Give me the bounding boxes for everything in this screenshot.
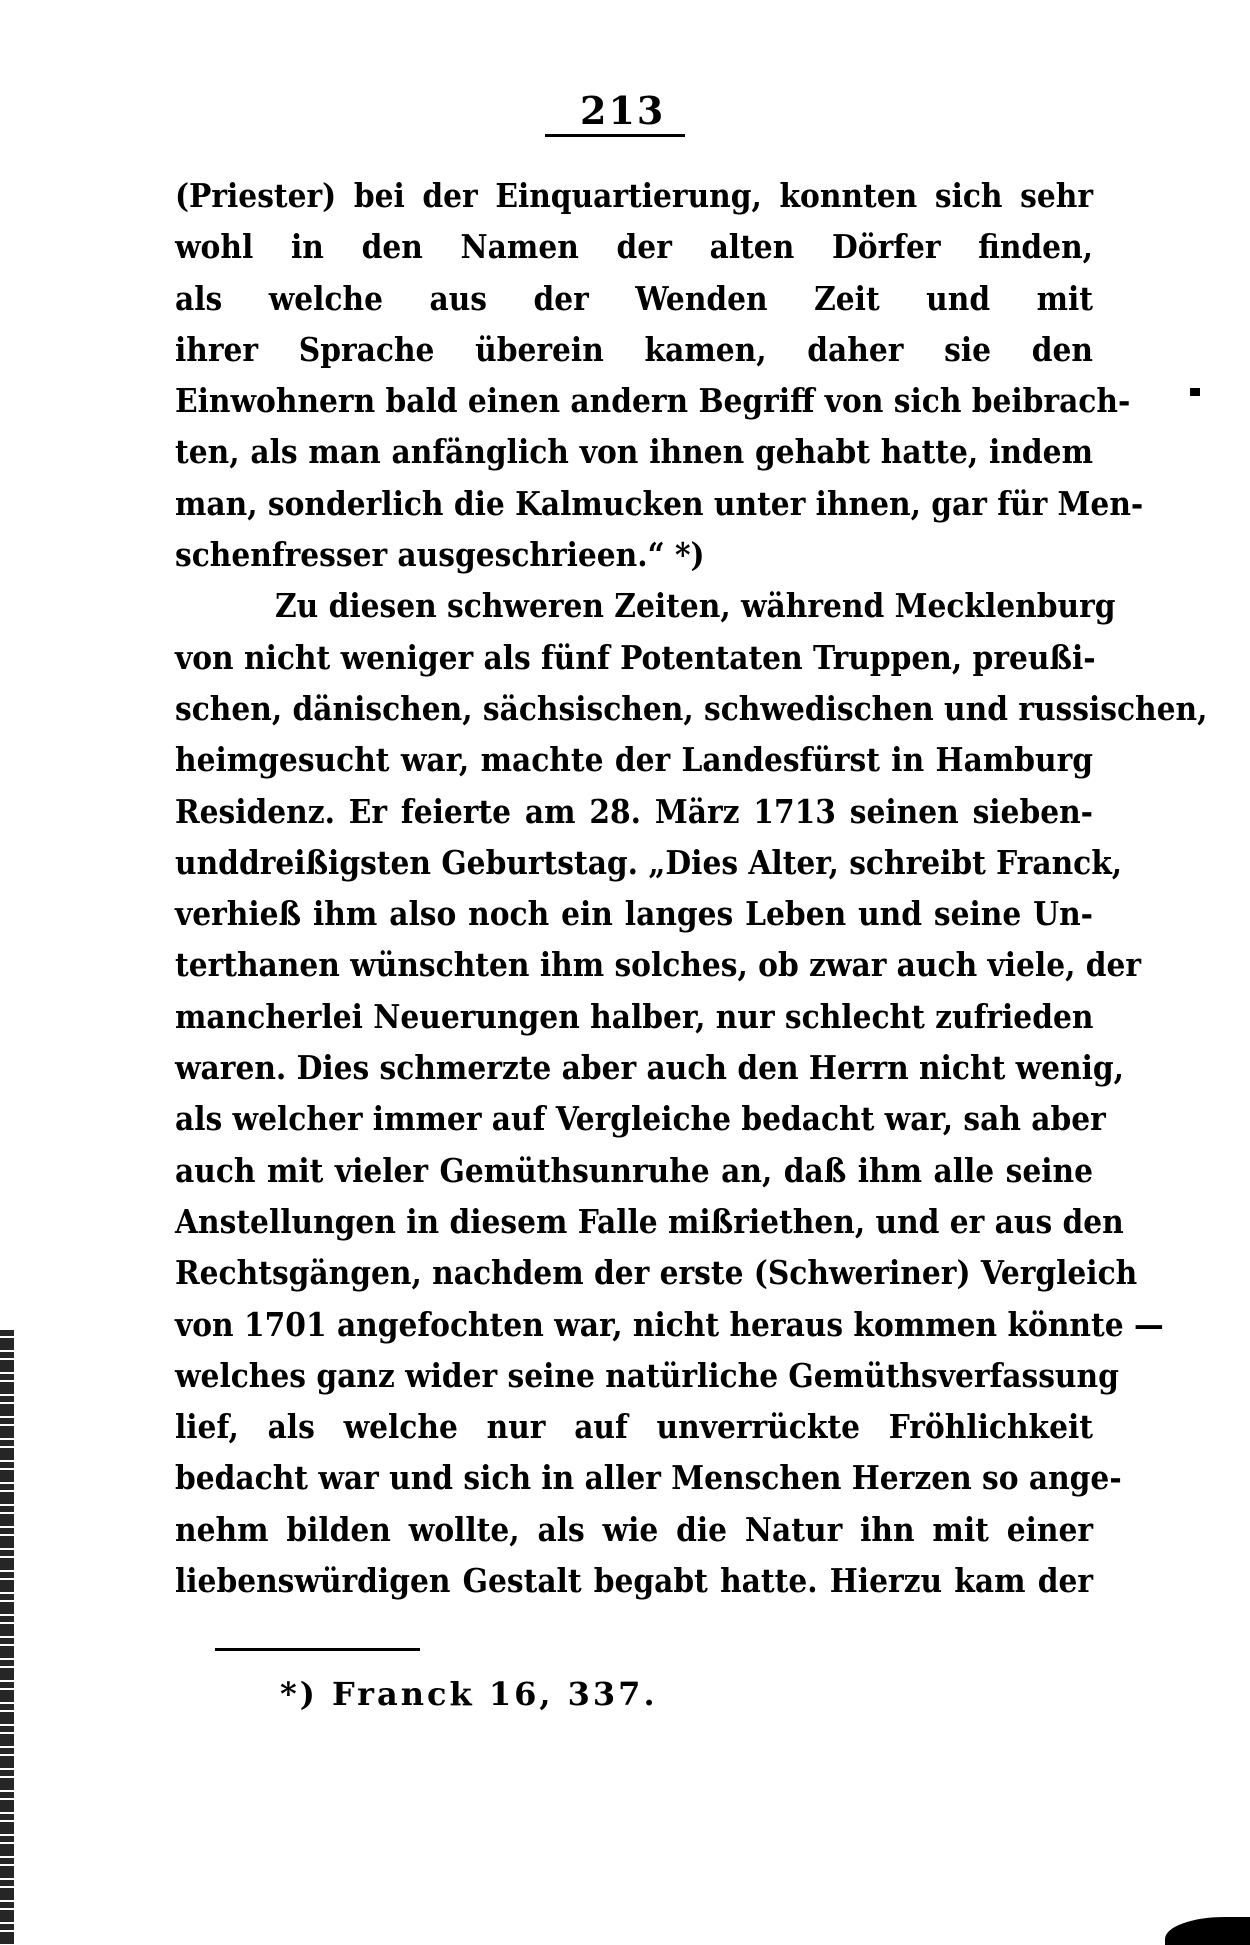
text-line: wohl in den Namen der alten Dörfer finden, xyxy=(175,227,1093,267)
text-line: von 1701 angefochten war, nicht heraus kommen könnte — xyxy=(175,1304,1164,1344)
text-line: man, sonderlich die Kalmucken unter ihnen, gar für Men- xyxy=(175,483,1144,523)
text-line: waren. Dies schmerzte aber auch den Herrn nicht wenig, xyxy=(175,1048,1125,1088)
text-line: (Priester) bei der Einquartierung, konnten sich sehr xyxy=(175,176,1093,215)
text-line: nehm bilden wollte, als wie die Natur ihn mit einer xyxy=(175,1509,1093,1549)
text-line: liebenswürdigen Gestalt begabt hatte. Hierzu kam der xyxy=(175,1561,1093,1601)
body-text xyxy=(175,170,1208,1606)
text-line: Rechtsgängen, nachdem der erste (Schweriner) Vergleich xyxy=(175,1253,1138,1293)
text-line: von nicht weniger als fünf Potentaten Truppen, preußi- xyxy=(175,637,1096,677)
text-line: als welcher immer auf Vergleiche bedacht war, sah aber xyxy=(175,1099,1106,1139)
paragraph-start-line: Zu diesen schweren Zeiten, während Mecklenburg xyxy=(275,586,1116,626)
text-line: ihrer Sprache überein kamen, daher sie den xyxy=(175,329,1093,369)
page-number: 213 xyxy=(580,88,666,133)
text-line: ten, als man anfänglich von ihnen gehabt hatte, indem xyxy=(175,432,1093,472)
text-line: schenfresser ausgeschrieen.“ *) xyxy=(175,535,705,575)
footnote-rule xyxy=(215,1648,420,1651)
text-line: Residenz. Er feierte am 28. März 1713 seinen sieben- xyxy=(175,791,1093,831)
header-rule xyxy=(545,134,685,137)
text-line: mancherlei Neuerungen halber, nur schlecht zufrieden xyxy=(175,996,1094,1036)
text-line: welches ganz wider seine natürliche Gemüthsverfassung xyxy=(175,1355,1119,1395)
text-line: auch mit vieler Gemüthsunruhe an, daß ihm alle seine xyxy=(175,1150,1093,1190)
text-line: Anstellungen in diesem Falle mißriethen, und er aus den xyxy=(175,1201,1124,1241)
text-line: terthanen wünschten ihm solches, ob zwar auch viele, der xyxy=(175,945,1142,985)
scan-edge-artifact xyxy=(0,1330,14,1945)
stray-ink-mark xyxy=(1190,388,1200,396)
scan-corner-artifact xyxy=(1165,1917,1250,1945)
text-line: heimgesucht war, machte der Landesfürst in Hamburg xyxy=(175,740,1093,780)
text-line: als welche aus der Wenden Zeit und mit xyxy=(175,278,1093,318)
text-line: verhieß ihm also noch ein langes Leben und seine Un- xyxy=(175,894,1093,934)
text-line: bedacht war und sich in aller Menschen Herzen so ange- xyxy=(175,1458,1122,1498)
text-line: unddreißigsten Geburtstag. „Dies Alter, schreibt Franck, xyxy=(175,842,1123,882)
footnote: *) Franck 16, 337. xyxy=(280,1675,658,1713)
text-line: schen, dänischen, sächsischen, schwedischen und russischen, xyxy=(175,688,1208,728)
text-line: Einwohnern bald einen andern Begriff von sich beibrach- xyxy=(175,381,1131,421)
text-line: lief, als welche nur auf unverrückte Fröhlichkeit xyxy=(175,1407,1093,1447)
